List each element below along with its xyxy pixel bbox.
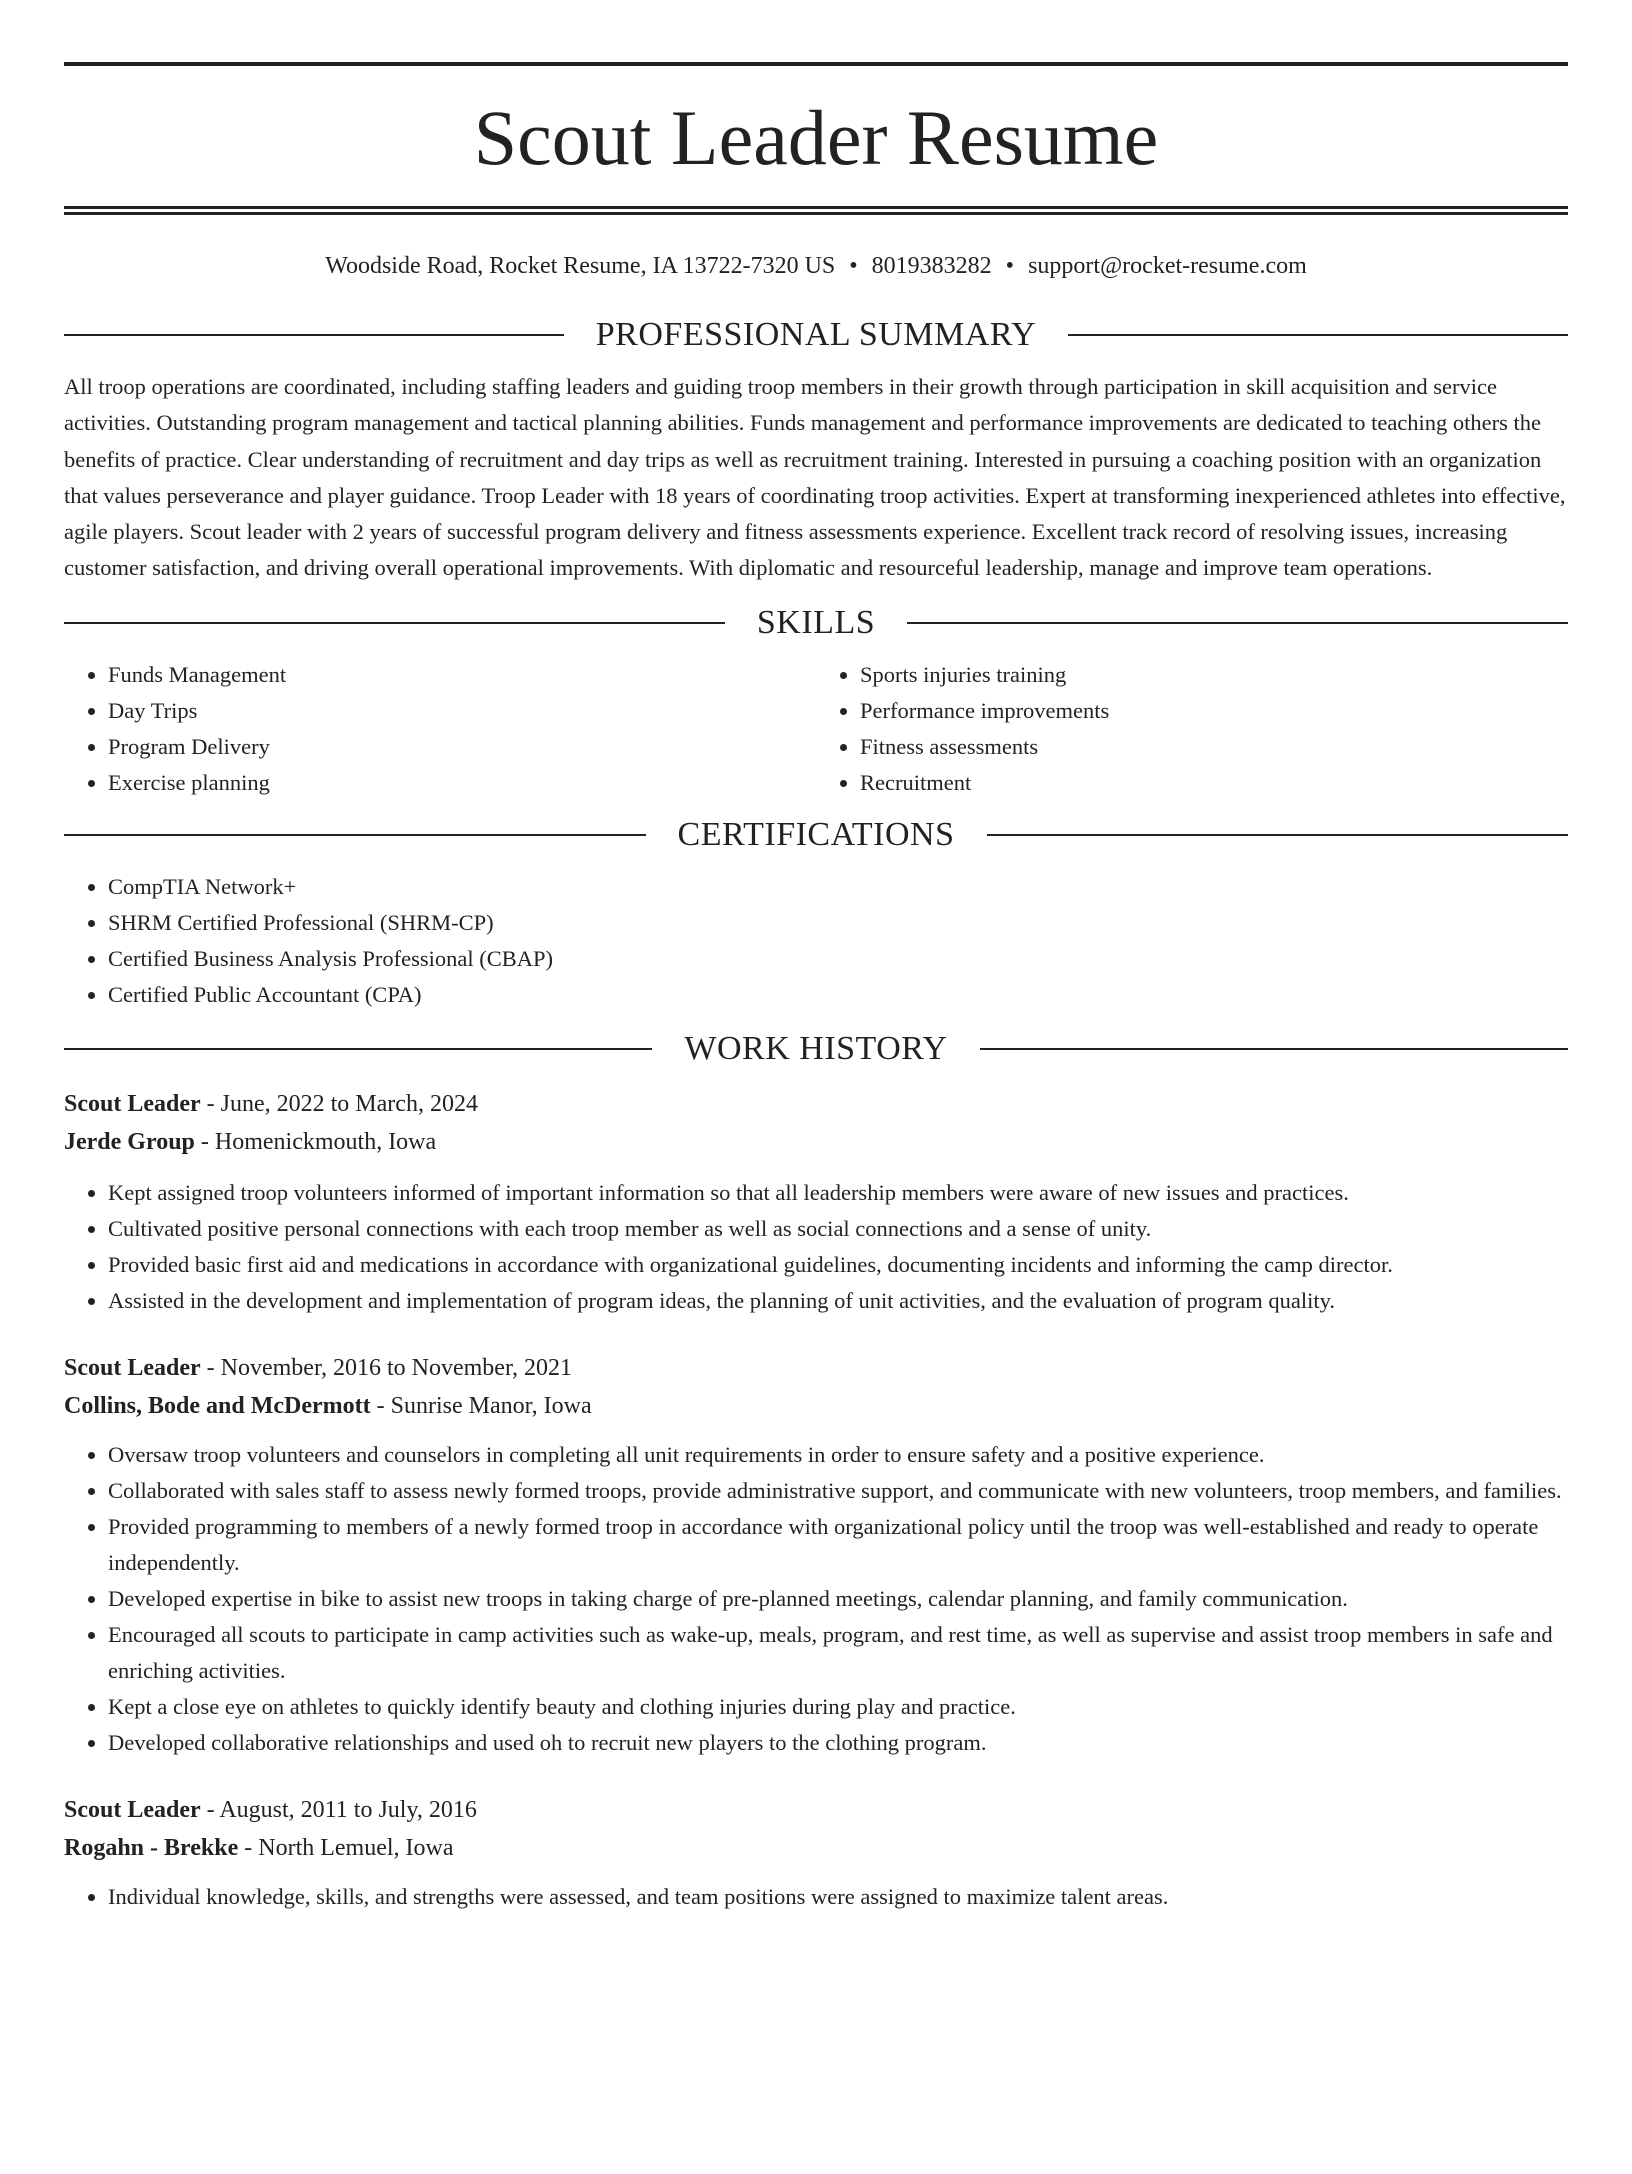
skill-item: • Recruitment [860,765,1568,801]
section-rule [907,622,1568,624]
section-rule [64,622,725,624]
job-bullet: • Provided programming to members of a newly formed troop in accordance with organizational policy until the troop was well-established and ready to operate independently. [108,1509,1568,1581]
contact-line [64,251,1568,281]
page-title: Scout Leader Resume [473,94,1159,181]
job-dates: - November, 2016 to November, 2021 [200,1354,572,1381]
job-bullets [64,1175,1568,1319]
skill-item: • Exercise planning [108,765,816,801]
job-company-line [64,1829,1568,1867]
skills-column-left [64,657,816,801]
section-rule [64,334,564,336]
top-rule [64,62,1568,66]
job-bullet: • Assisted in the development and implementation of program ideas, the planning of unit activities, and the evaluation of program quality. [108,1283,1568,1319]
job-bullet: • Collaborated with sales staff to assess newly formed troops, provide administrative support, and communicate with new volunteers, troop members, and families. [108,1473,1568,1509]
title-double-rule [64,206,1568,215]
job-company-line [64,1123,1568,1161]
certification-item: • Certified Business Analysis Professional (CBAP) [108,941,1568,977]
job-company: Jerde Group [64,1128,195,1155]
job-location: - Homenickmouth, Iowa [194,1128,437,1155]
contact-address: Woodside Road, Rocket Resume, IA 13722-7320 US [325,253,836,279]
job-bullet: • Encouraged all scouts to participate in camp activities such as wake-up, meals, program, and rest time, as well as supervise and assist troop members in safe and enriching activities. [108,1617,1568,1689]
job-bullet: • Kept assigned troop volunteers informed of important information so that all leadership members were aware of new issues and practices. [108,1175,1568,1211]
job-title-line [64,1791,1568,1829]
job-company: Rogahn - Brekke [64,1834,239,1861]
job-title-line [64,1085,1568,1123]
section-title-summary: PROFESSIONAL SUMMARY [595,316,1037,353]
section-header-certifications [64,815,1568,855]
contact-email[interactable]: support@rocket-resume.com [1028,253,1307,279]
contact-phone: 8019383282 [871,253,992,279]
job-entry [64,1791,1568,1915]
skill-item: • Day Trips [108,693,816,729]
certifications-list [64,869,1568,1013]
job-location: - Sunrise Manor, Iowa [370,1392,592,1419]
job-company: Collins, Bode and McDermott [64,1392,371,1419]
section-rule [980,1048,1568,1050]
section-header-work-history [64,1029,1568,1069]
job-company-line [64,1387,1568,1425]
skills-list [64,657,1568,801]
skill-item: • Performance improvements [860,693,1568,729]
job-dates: - August, 2011 to July, 2016 [200,1796,477,1823]
contact-separator: • [849,253,858,279]
job-title: Scout Leader [64,1090,201,1117]
job-bullet: • Developed collaborative relationships and used oh to recruit new players to the clothing program. [108,1725,1568,1761]
job-title: Scout Leader [64,1796,201,1823]
certification-item: • Certified Public Accountant (CPA) [108,977,1568,1013]
section-rule [64,1048,652,1050]
resume-page [0,62,1632,2174]
section-title-skills: SKILLS [756,603,876,641]
skill-item: • Fitness assessments [860,729,1568,765]
certification-item: • CompTIA Network+ [108,869,1568,905]
section-title-certifications: CERTIFICATIONS [677,815,955,853]
summary-text: All troop operations are coordinated, including staffing leaders and guiding troop members in their growth through participation in skill acquisition and service activities. Outstanding program management and tactical planning abilities. Funds management and performance improvements are dedicated to teaching others the benefits of practice. Clear understanding of recruitment and day trips as well as recruitment training. Interested in pursuing a coaching position with an organization that values perseverance and player guidance. Troop Leader with 18 years of coordinating troop activities. Expert at transforming inexperienced athletes into effective, agile players. Scout leader with 2 years of successful program delivery and fitness assessments experience. Excellent track record of resolving issues, increasing customer satisfaction, and driving overall operational improvements. With diplomatic and resourceful leadership, manage and improve team operations. [64,374,1566,581]
section-rule [64,834,646,836]
skill-item: • Program Delivery [108,729,816,765]
job-title-line [64,1349,1568,1387]
section-rule [987,834,1569,836]
skill-item: • Funds Management [108,657,816,693]
job-bullet: • Cultivated positive personal connections with each troop member as well as social connections and a sense of unity. [108,1211,1568,1247]
section-header-skills [64,603,1568,643]
job-bullets [64,1437,1568,1761]
job-bullet: • Oversaw troop volunteers and counselors in completing all unit requirements in order to ensure safety and a positive experience. [108,1437,1568,1473]
section-header-summary [64,315,1568,355]
job-bullet: • Individual knowledge, skills, and strengths were assessed, and team positions were assigned to maximize talent areas. [108,1879,1568,1915]
job-bullet: • Provided basic first aid and medications in accordance with organizational guidelines, documenting incidents and informing the camp director. [108,1247,1568,1283]
job-entry [64,1349,1568,1761]
certification-item: • SHRM Certified Professional (SHRM-CP) [108,905,1568,941]
job-bullet: • Developed expertise in bike to assist new troops in taking charge of pre-planned meetings, calendar planning, and family communication. [108,1581,1568,1617]
job-bullet: • Kept a close eye on athletes to quickly identify beauty and clothing injuries during play and practice. [108,1689,1568,1725]
section-title-work-history: WORK HISTORY [684,1029,948,1067]
job-dates: - June, 2022 to March, 2024 [200,1090,478,1117]
job-entry [64,1085,1568,1319]
job-bullets [64,1879,1568,1915]
job-title: Scout Leader [64,1354,201,1381]
contact-separator: • [1005,253,1015,279]
skills-column-right [816,657,1568,801]
section-rule [1068,334,1568,336]
job-location: - North Lemuel, Iowa [238,1834,454,1861]
skill-item: • Sports injuries training [860,657,1568,693]
